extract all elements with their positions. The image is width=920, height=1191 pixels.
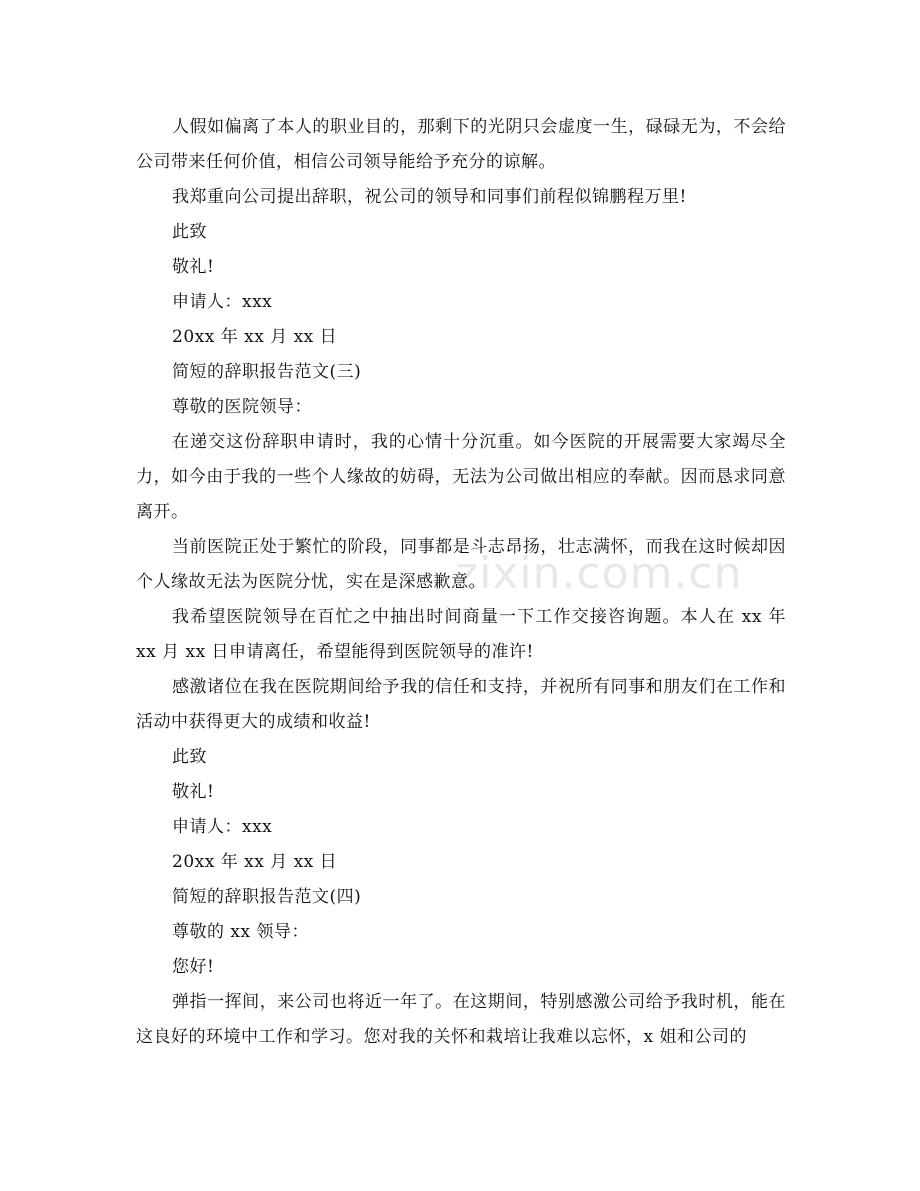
paragraph: 我郑重向公司提出辞职，祝公司的领导和同事们前程似锦鹏程万里! [172, 187, 687, 207]
applicant-line: 申请人：xxx [172, 817, 273, 837]
paragraph: 人假如偏离了本人的职业目的，那剩下的光阴只会虚度一生，碌碌无为，不会给公司带来任何价值，相信公司领导能给予充分的谅解。 [136, 117, 786, 172]
watermark: zixin.com.cn [455, 548, 743, 599]
date-line: 20xx 年 xx 月 xx 日 [172, 327, 338, 347]
section-title: 简短的辞职报告范文(三) [172, 362, 362, 382]
paragraph: 当前医院正处于繁忙的阶段，同事都是斗志昂扬，壮志满怀，而我在这时候却因个人缘故无法为医院分忧，实在是深感歉意。 [136, 537, 786, 592]
paragraph: 我希望医院领导在百忙之中抽出时间商量一下工作交接咨询题。本人在 xx 年 xx 月 xx 日申请离任，希望能得到医院领导的准许! [136, 607, 786, 662]
closing-line: 此致 [172, 222, 207, 242]
greeting: 您好! [172, 957, 215, 977]
salutation: 尊敬的医院领导： [172, 397, 312, 417]
date-line: 20xx 年 xx 月 xx 日 [172, 852, 338, 872]
applicant-line: 申请人：xxx [172, 292, 273, 312]
paragraph: 感激诸位在我在医院期间给予我的信任和支持，并祝所有同事和朋友们在工作和活动中获得更大的成绩和收益! [136, 677, 786, 732]
section-title: 简短的辞职报告范文(四) [172, 887, 362, 907]
closing-salute: 敬礼! [172, 257, 215, 277]
closing-salute: 敬礼! [172, 782, 215, 802]
document-body [136, 110, 786, 1055]
salutation: 尊敬的 xx 领导： [172, 922, 309, 942]
paragraph: 弹指一挥间，来公司也将近一年了。在这期间，特别感激公司给予我时机，能在这良好的环境中工作和学习。您对我的关怀和栽培让我难以忘怀，x 姐和公司的 [136, 992, 786, 1047]
paragraph: 在递交这份辞职申请时，我的心情十分沉重。如今医院的开展需要大家竭尽全力，如今由于我的一些个人缘故的妨碍，无法为公司做出相应的奉献。因而恳求同意离开。 [136, 432, 786, 522]
closing-line: 此致 [172, 747, 207, 767]
